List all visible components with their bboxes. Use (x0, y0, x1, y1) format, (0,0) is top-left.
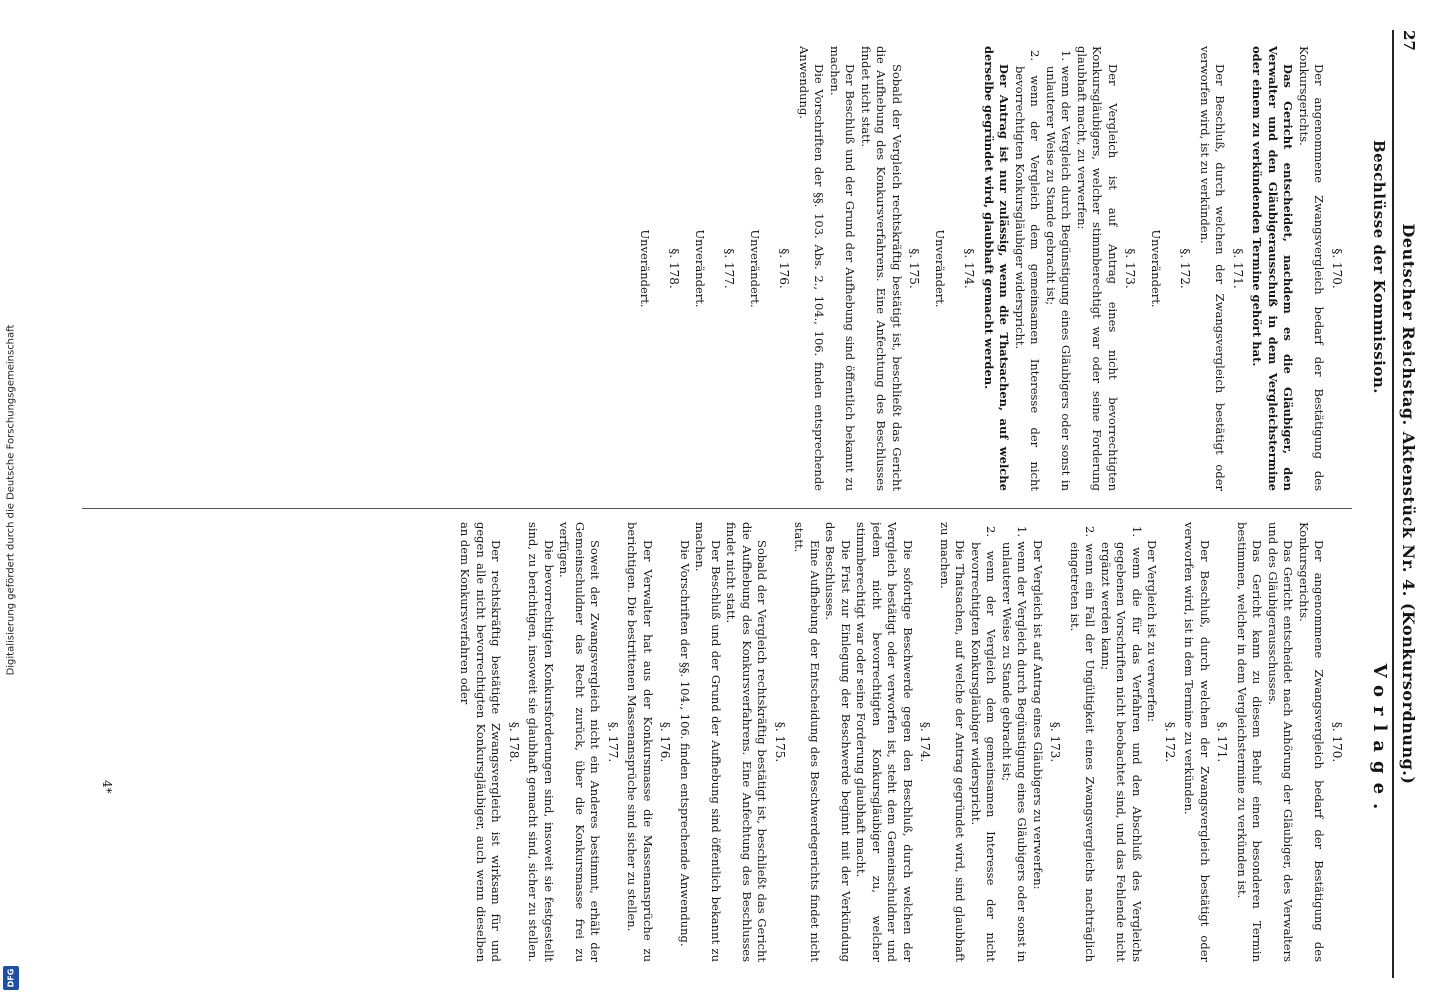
page-title: Deutscher Reichstag. Aktenstück Nr. 4. (Konkursordnung.) (1399, 223, 1418, 785)
proposal-paragraph: Der angenommene Zwangsvergleich bedarf der Bestätigung des Konkursgerichts. (1297, 522, 1327, 962)
digitization-sidebar (0, 0, 22, 1000)
proposal-paragraph: Die sofortige Beschwerde gegen den Beschluß, durch welchen der Vergleich bestätigt oder verworfen ist, steht dem Gemeinschuldner und jedem nicht bevorrechtigten Konkursgläubiger zu, welcher stimmberechtigt war oder seine Forderung glaubhaft macht. (854, 522, 915, 962)
dfg-logo-text: DFG (6, 968, 16, 988)
commission-column (84, 46, 1348, 491)
commission-section-number: §. 173. (1123, 248, 1138, 289)
commission-paragraph: Sobald der Vergleich rechtskräftig bestätigt ist, beschließt das Gericht die Aufhebung des Konkursverfahrens. Eine Anfechtung des Beschlusses findet nicht statt. (859, 46, 904, 491)
commission-amended-paragraph: Das Gericht entscheidet, nachdem es die Gläubiger, den Verwalter und den Gläubigerausschuß in dem Vergleichstermine oder einem zu verkündenden Termine gehört hat. (1250, 46, 1296, 491)
commission-unchanged-note: Unverändert. (933, 229, 947, 308)
proposal-paragraph: Soweit der Zwangsvergleich nicht ein Anderes bestimmt, erhält der Gemeinschuldner das Recht zurück, über die Konkursmasse frei zu verfügen. (557, 522, 603, 962)
proposal-list-item: 1. wenn der Vergleich durch Begünstigung eines Gläubigers oder sonst in unlauterer Weise zu Stande gebracht ist; (1000, 526, 1030, 962)
digitization-credit: Digitalisierung gefördert durch die Deutsche Forschungsgemeinschaft (5, 324, 17, 676)
dfg-logo-icon (3, 966, 19, 990)
commission-unchanged-note: Unverändert. (693, 229, 707, 308)
proposal-paragraph: Der Beschluß und der Grund der Aufhebung sind öffentlich bekannt zu machen. (693, 522, 723, 962)
proposal-section-number: §. 176. (658, 721, 673, 763)
commission-section-number: §. 174. (962, 248, 977, 289)
proposal-list-item: 1. wenn die für das Verfahren und den Abschluß des Vergleichs gegebenen Vorschriften nicht beobachtet sind, und das Fehlende nicht ergänzt werden kann; (1099, 526, 1144, 962)
commission-section-number: §. 170. (1330, 248, 1344, 289)
proposal-section-number: §. 170. (1330, 721, 1344, 763)
proposal-paragraph: Der Beschluß, durch welchen der Zwangsvergleich bestätigt oder verworfen wird, ist in dem Termine zu verkünden. (1182, 522, 1212, 962)
proposal-section-number: §. 178. (507, 721, 521, 763)
commission-unchanged-note: Unverändert. (748, 229, 762, 308)
proposal-paragraph: Der Verwalter hat aus der Konkursmasse die Massenansprüche zu berichtigen. Die bestrittenen Massenansprüche sind sicher zu stellen. (625, 522, 655, 962)
commission-section-number: §. 176. (777, 248, 792, 289)
proposal-section-number: §. 177. (606, 721, 620, 763)
proposal-section-number: §. 173. (1048, 721, 1063, 763)
column-headings (1362, 30, 1392, 978)
commission-paragraph: Die Vorschriften der §§. 103. Abs. 2., 104., 106. finden entsprechende Anwendung. (797, 46, 827, 491)
proposal-paragraph: Die Vorschriften der §§. 104., 106. finden entsprechende Anwendung. (678, 540, 692, 947)
proposal-heading: Vorlage. (1369, 663, 1390, 819)
proposal-paragraph: Der Vergleich ist auf Antrag eines Gläubigers zu verwerfen: (1031, 540, 1045, 890)
proposal-paragraph: Sobald der Vergleich rechtskräftig bestätigt ist, beschließt das Gericht die Aufhebung des Konkursverfahrens. Eine Anfechtung des Beschlusses findet nicht statt. (724, 522, 770, 962)
commission-list-item: 1. wenn der Vergleich durch Begünstigung eines Gläubigers oder sonst in unlauterer Weise zu Stande gebracht ist; (1044, 50, 1074, 491)
proposal-section-number: §. 172. (1163, 721, 1177, 763)
proposal-list-item: 2. wenn ein Fall der Ungültigkeit eines Zwangsvergleichs nachträglich eingetreten ist. (1068, 526, 1098, 962)
commission-paragraph: Der Vergleich ist auf Antrag eines nicht bevorrechtigten Konkursgläubigers, welcher stimmberechtigt war oder seine Forderung glaubhaft macht, zu verwerfen: (1075, 46, 1120, 491)
proposal-list-item: 2. wenn der Vergleich dem gemeinsamen Interesse der nicht bevorrechtigten Konkursgläubiger widerspricht. (969, 526, 999, 962)
commission-paragraph: Der Beschluß, durch welchen der Zwangsvergleich bestätigt oder verworfen wird, ist zu verkünden. (1198, 46, 1228, 491)
page-number: 27 (1400, 30, 1418, 51)
signature-mark: 4* (100, 780, 114, 794)
proposal-paragraph: Das Gericht entscheidet nach Anhörung der Gläubiger, des Verwalters und des Gläubigerausschusses. (1266, 522, 1296, 962)
column-divider (82, 508, 1352, 509)
commission-section-number: §. 172. (1178, 248, 1193, 289)
proposal-paragraph: Die bevorrechtigten Konkursforderungen sind, insoweit sie festgestellt sind, zu berichtigen, insoweit sie glaubhaft gemacht sind, sicher zu stellen. (526, 522, 556, 962)
proposal-paragraph: Der rechtskräftig bestätigte Zwangsvergleich ist wirksam für und gegen alle nicht bevorrechtigten Konkursgläubiger, auch wenn dieselben an dem Konkursverfahren oder (458, 522, 504, 962)
commission-section-number: §. 178. (667, 248, 682, 289)
commission-section-number: §. 171. (1231, 248, 1245, 289)
proposal-paragraph: Das Gericht kann zu diesem Behuf einen besonderen Termin bestimmen, welcher in dem Vergleichstermine zu verkünden ist. (1235, 522, 1265, 962)
proposal-section-number: §. 175. (773, 721, 787, 763)
proposal-paragraph: Die Thatsachen, auf welche der Antrag gegründet wird, sind glaubhaft zu machen. (938, 522, 968, 962)
proposal-paragraph: Eine Aufhebung der Entscheidung des Beschwerdegerichts findet nicht statt. (792, 522, 822, 962)
proposal-section-number: §. 171. (1215, 721, 1230, 763)
proposal-paragraph: Die Frist zur Einlegung der Beschwerde beginnt mit der Verkündung des Beschlusses. (823, 522, 853, 962)
proposal-paragraph: Der Vergleich ist zu verwerfen: (1145, 540, 1160, 723)
commission-unchanged-note: Unverändert. (638, 229, 652, 308)
page-header (1392, 30, 1418, 978)
commission-amended-paragraph: Der Antrag ist nur zulässig, wenn die Thatsachen, auf welche derselbe gegründet wird, glaubhaft gemacht werden. (982, 46, 1012, 491)
proposal-section-number: §. 174. (918, 721, 933, 763)
commission-paragraph: Der angenommene Zwangsvergleich bedarf der Bestätigung des Konkursgerichts. (1297, 46, 1327, 491)
commission-paragraph: Der Beschluß und der Grund der Aufhebung sind öffentlich bekannt zu machen. (828, 46, 858, 491)
commission-section-number: §. 175. (907, 248, 922, 289)
commission-list-item: 2. wenn der Vergleich dem gemeinsamen Interesse der nicht bevorrechtigten Konkursgläubiger widerspricht. (1013, 50, 1043, 491)
commission-heading: Beschlüsse der Kommission. (1370, 140, 1388, 394)
commission-section-number: §. 177. (722, 248, 737, 289)
proposal-column (84, 522, 1348, 962)
commission-unchanged-note: Unverändert. (1149, 229, 1163, 308)
